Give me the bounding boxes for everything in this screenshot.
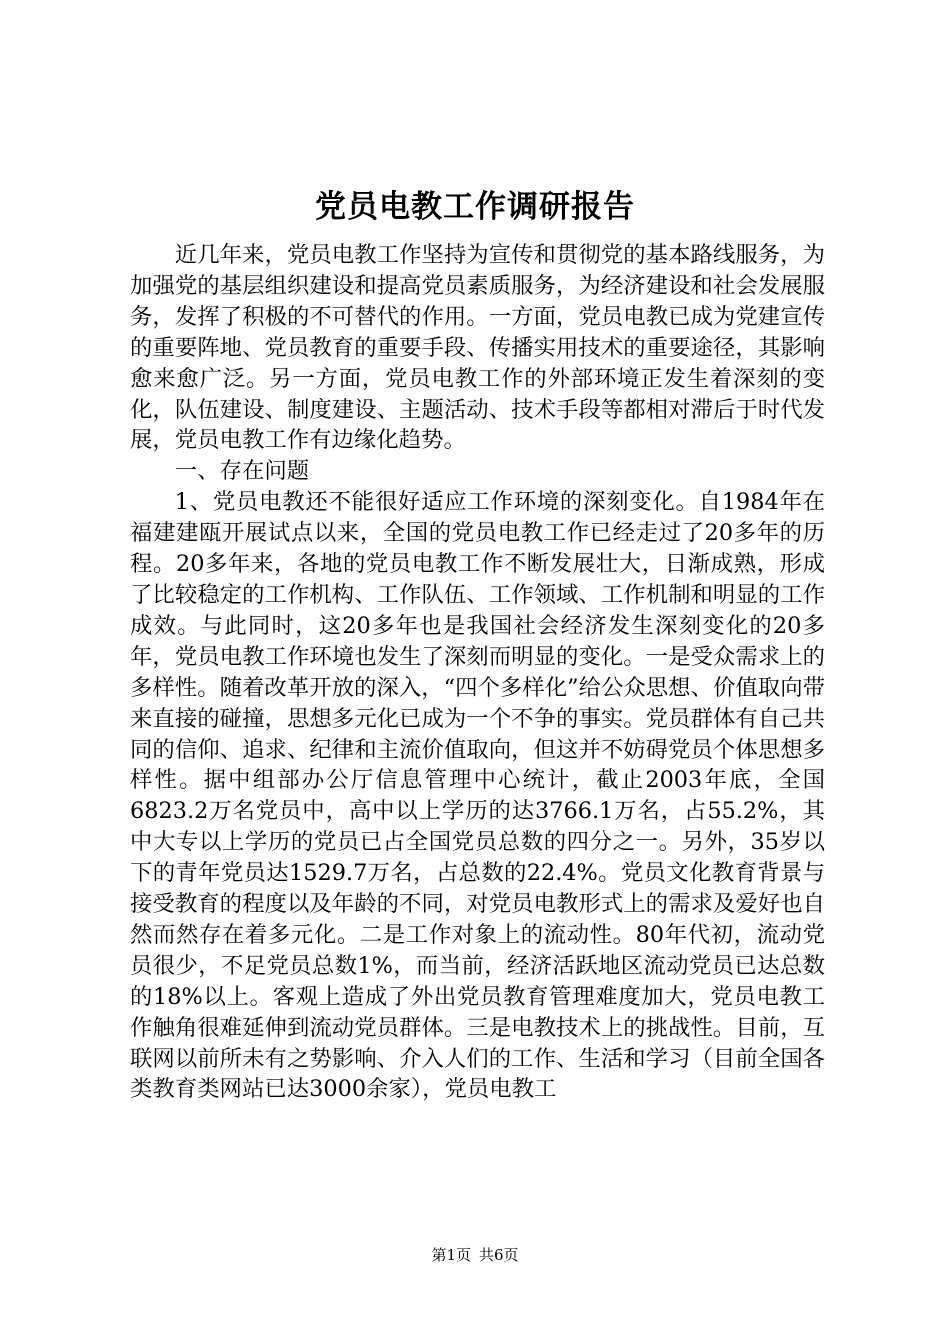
page-total: 共6页 — [479, 1246, 519, 1264]
page-number: 第1页 — [431, 1246, 471, 1264]
problem-1-paragraph: 1、党员电教还不能很好适应工作环境的深刻变化。自1984年在福建建瓯开展试点以来，全国的党员电教工作已经走过了20多年的历程。20多年来，各地的党员电教工作不断发展壮大，日渐成熟，形成了比较稳定的工作机构、工作队伍、工作领域、工作机制和明显的工作成效。与此同时，这20多年也是我国社会经济发生深刻变化的20多年，党员电教工作环境也发生了深刻而明显的变化。一是受众需求上的多样性。随着改革开放的深入，“四个多样化”给公众思想、价值取向带来直接的碰撞，思想多元化已成为一个不争的事实。党员群体有自己共同的信仰、追求、纪律和主流价值取向，但这并不妨碍党员个体思想多样性。据中组部办公厅信息管理中心统计，截止2003年底，全国6823.2万名党员中，高中以上学历的达3766.1万名，占55.2%，其中大专以上学历的党员已占全国党员总数的四分之一。另外，35岁以下的青年党员达1529.7万名，占总数的22.4%。党员文化教育背景与接受教育的程度以及年龄的不同，对党员电教形式上的需求及爱好也自然而然存在着多元化。二是工作对象上的流动性。80年代初，流动党员很少，不足党员总数1%，而当前，经济活跃地区流动党员已达总数的18%以上。客观上造成了外出党员教育管理难度加大，党员电教工作触角很难延伸到流动党员群体。三是电教技术上的挑战性。目前，互联网以前所未有之势影响、介入人们的工作、生活和学习（目前全国各类教育类网站已达3000余家），党员电教工 — [130, 489, 825, 1103]
document-title: 党员电教工作调研报告 — [315, 189, 635, 225]
page-footer — [0, 1244, 950, 1266]
intro-paragraph: 近几年来，党员电教工作坚持为宣传和贯彻党的基本路线服务，为加强党的基层组织建设和提高党员素质服务，为经济建设和社会发展服务，发挥了积极的不可替代的作用。一方面，党员电教已成为党建宣传的重要阵地、党员教育的重要手段、传播实用技术的重要途径，其影响愈来愈广泛。另一方面，党员电教工作的外部环境正发生着深刻的变化，队伍建设、制度建设、主题活动、技术手段等都相对滞后于时代发展，党员电教工作有边缘化趋势。 — [130, 242, 825, 454]
section-heading-problems: 一、存在问题 — [174, 458, 310, 485]
document-body — [130, 240, 825, 1105]
